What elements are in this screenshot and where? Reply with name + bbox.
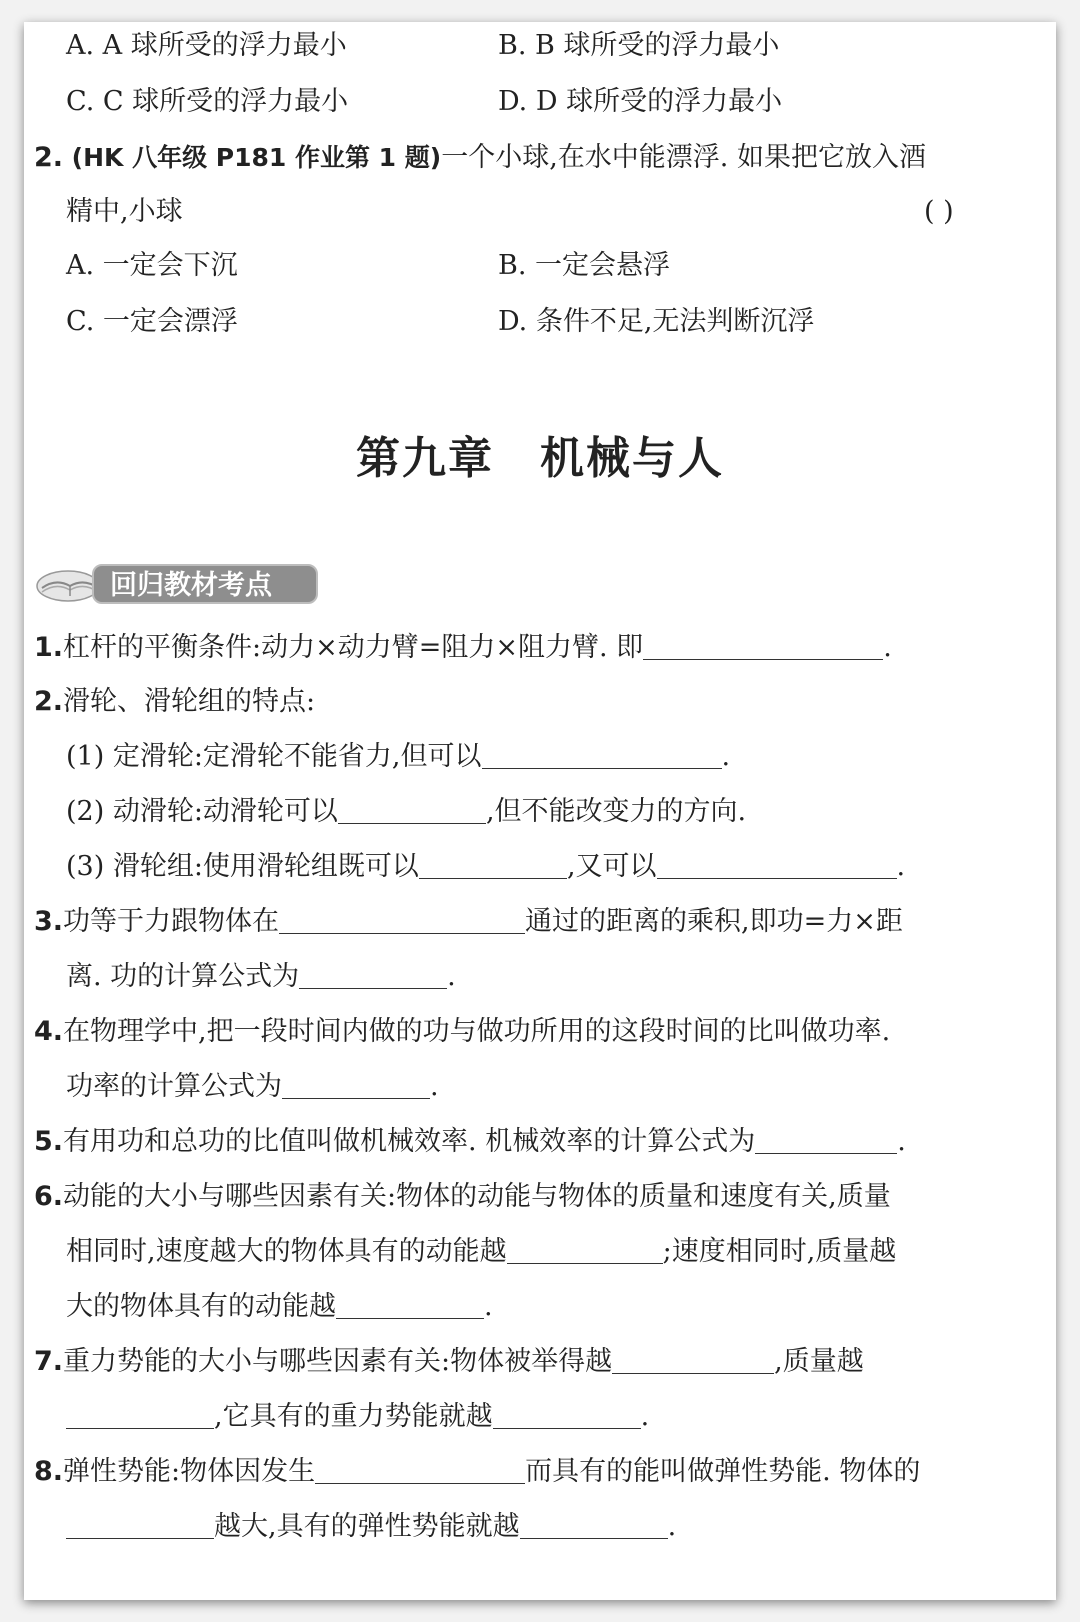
item-2	[34, 682, 315, 722]
item-text: 有用功和总功的比值叫做机械效率. 机械效率的计算公式为	[63, 1126, 756, 1157]
fill-blank[interactable]	[507, 1235, 663, 1264]
item-number: 6.	[34, 1181, 64, 1212]
fill-blank[interactable]	[299, 960, 447, 989]
item-text: 功率的计算公式为	[66, 1071, 282, 1102]
section-badge-label: 回归教材考点	[92, 564, 318, 604]
item-6-line-2	[66, 1232, 896, 1272]
fill-blank[interactable]	[66, 1510, 214, 1539]
q2-option-b: B. 一定会悬浮	[498, 250, 671, 281]
fill-blank[interactable]	[520, 1510, 668, 1539]
fill-blank[interactable]	[338, 795, 486, 824]
q2-option-c: C. 一定会漂浮	[66, 306, 238, 337]
item-5	[34, 1122, 906, 1162]
item-text: 而具有的能叫做弹性势能. 物体的	[525, 1456, 921, 1487]
item-2-2	[66, 792, 746, 832]
item-text: (3) 滑轮组:使用滑轮组既可以	[66, 851, 419, 882]
item-end: .	[721, 741, 731, 772]
item-4	[34, 1012, 890, 1052]
q1-option-a: A. A 球所受的浮力最小	[66, 30, 347, 61]
item-end: .	[430, 1071, 439, 1102]
item-end: .	[897, 1126, 906, 1157]
item-8-line-2	[66, 1507, 676, 1547]
fill-blank[interactable]	[315, 1455, 525, 1484]
item-text: 滑轮、滑轮组的特点:	[63, 686, 316, 717]
fill-blank[interactable]	[493, 1400, 641, 1429]
item-end: .	[883, 632, 892, 663]
q1-option-b: B. B 球所受的浮力最小	[498, 30, 780, 61]
item-text: 重力势能的大小与哪些因素有关:物体被举得越	[63, 1346, 613, 1377]
q2-source: (HK 八年级 P181 作业第 1 题)	[71, 143, 442, 172]
item-end: .	[896, 851, 906, 882]
item-text: 相同时,速度越大的物体具有的动能越	[66, 1236, 507, 1267]
item-text: 在物理学中,把一段时间内做的功与做功所用的这段时间的比叫做功率.	[63, 1016, 891, 1047]
item-number: 7.	[34, 1346, 64, 1377]
fill-blank[interactable]	[336, 1290, 484, 1319]
fill-blank[interactable]	[657, 850, 897, 879]
fill-blank[interactable]	[755, 1125, 897, 1154]
item-4-line-2	[66, 1067, 439, 1107]
textbook-page	[24, 22, 1056, 1600]
q2-stem: 一个小球,在水中能漂浮. 如果把它放入酒	[441, 142, 926, 173]
item-end: .	[484, 1291, 493, 1322]
item-2-1	[66, 737, 730, 777]
item-text: 功等于力跟物体在	[63, 906, 280, 937]
item-text: (1) 定滑轮:定滑轮不能省力,但可以	[66, 741, 482, 772]
fill-blank[interactable]	[482, 740, 722, 769]
q2-stem-2: 精中,小球	[66, 196, 183, 227]
item-3-line-2	[66, 957, 456, 997]
item-7-line-2	[66, 1397, 649, 1437]
item-text: 通过的距离的乘积,即功=力×距	[525, 906, 903, 937]
q2-option-d: D. 条件不足,无法判断沉浮	[498, 306, 815, 337]
item-text: 杠杆的平衡条件:动力×动力臂=阻力×阻力臂. 即	[63, 632, 644, 663]
item-end: .	[447, 961, 456, 992]
item-6	[34, 1177, 891, 1217]
item-text: 弹性势能:物体因发生	[63, 1456, 316, 1487]
item-text: ,又可以	[566, 851, 657, 882]
q2-line-1	[34, 138, 926, 178]
item-number: 2.	[34, 686, 64, 717]
item-end: .	[667, 1511, 677, 1542]
item-1	[34, 628, 892, 668]
item-number: 3.	[34, 906, 64, 937]
item-text: ,它具有的重力势能就越	[214, 1401, 493, 1432]
fill-blank[interactable]	[643, 631, 883, 660]
item-7	[34, 1342, 864, 1382]
item-number: 8.	[34, 1456, 64, 1487]
item-text: ,但不能改变力的方向.	[485, 796, 747, 827]
fill-blank[interactable]	[282, 1070, 430, 1099]
chapter-title: 第九章 机械与人	[356, 433, 724, 484]
q1-option-d: D. D 球所受的浮力最小	[498, 86, 783, 117]
section-badge	[34, 562, 324, 606]
item-6-line-3	[66, 1287, 493, 1327]
item-number: 1.	[34, 632, 64, 663]
fill-blank[interactable]	[419, 850, 567, 879]
item-8	[34, 1452, 920, 1492]
item-text: 越大,具有的弹性势能就越	[214, 1511, 520, 1542]
item-number: 5.	[34, 1126, 64, 1157]
item-number: 4.	[34, 1016, 64, 1047]
fill-blank[interactable]	[279, 905, 525, 934]
item-text: (2) 动滑轮:动滑轮可以	[66, 796, 338, 827]
answer-paren: ( )	[924, 196, 954, 227]
item-end: .	[640, 1401, 650, 1432]
fill-blank[interactable]	[66, 1400, 214, 1429]
item-text: 离. 功的计算公式为	[66, 961, 300, 992]
q2-option-a: A. 一定会下沉	[66, 250, 238, 281]
q1-option-c: C. C 球所受的浮力最小	[66, 86, 349, 117]
item-3	[34, 902, 903, 942]
item-text: 动能的大小与哪些因素有关:物体的动能与物体的质量和速度有关,质量	[63, 1181, 891, 1212]
item-text: 大的物体具有的动能越	[66, 1291, 336, 1322]
item-2-3	[66, 847, 905, 887]
q2-number: 2.	[34, 142, 64, 173]
fill-blank[interactable]	[612, 1345, 774, 1374]
item-text: ;速度相同时,质量越	[662, 1236, 897, 1267]
item-text: ,质量越	[774, 1346, 864, 1377]
